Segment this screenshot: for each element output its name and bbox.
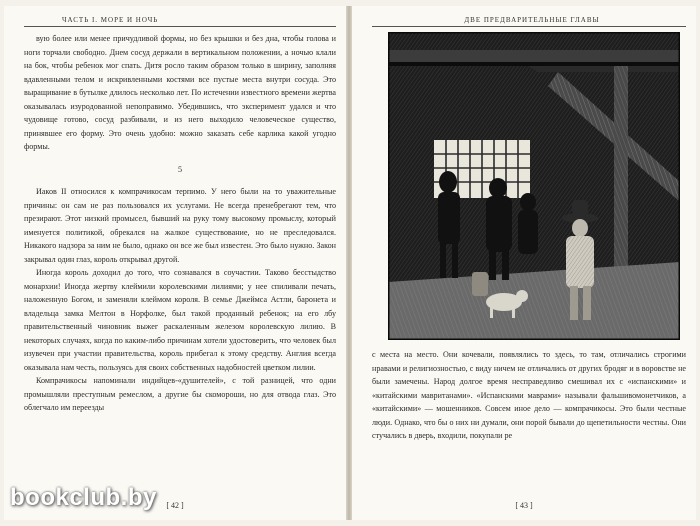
- left-paragraph-2: Иаков II относился к компрачикосам терпимо. У него были на то уважительные причины: он сам не раз пользовался их услугами. Не всегда пренебрегают тем, что презирают. Этот низкий промысел, бывший на руку тому высокому промыслу, который именуется политикой, обрекался на жалкое существование, но не преследовался. Никакого надзора за ним не было, однако он все же был известен. Это было нужно. Закон закрывал один глаз, король открывал другой.: [24, 187, 336, 264]
- header-rule-left: [24, 26, 336, 27]
- running-head-right: ДВЕ ПРЕДВАРИТЕЛЬНЫЕ ГЛАВЫ: [464, 16, 600, 24]
- running-head-left: ЧАСТЬ I. МОРЕ И НОЧЬ: [62, 16, 159, 24]
- header-rule-right: [372, 26, 686, 27]
- section-number: 5: [177, 164, 183, 174]
- left-paragraph-1: вую более или менее причудливой формы, но без крышки и без дна, чтобы голова и ноги торчали свободно. Днем сосуд держали в вертикальном положении, а ночью клали на бок, чтобы ребенок мог спать. Дитя росло таким образом только в ширину, заполняя вдавленными телом и искривленными костями все пустые места внутри сосуда. Это выращивание в бутылке длилось несколько лет. По истечении известного времени жертва оказывалась изуродованной непоправимо. Убедившись, что эксперимент удался и что чудовище готово, сосуд разбивали, и из него выходило человеческое существо, принявшее его форму. Это очень удобно: можно заказать себе карлика какой угодно формы.: [24, 34, 336, 151]
- page-number-right: [ 43 ]: [515, 501, 533, 510]
- tavern-scene-engraving: [388, 32, 680, 340]
- site-watermark: bookclub.by: [10, 484, 157, 511]
- right-page: [352, 6, 696, 520]
- left-text-block: [24, 32, 336, 415]
- page-number-left: [ 42 ]: [166, 501, 184, 510]
- engraving-illustration: [388, 32, 680, 340]
- right-text-block: [372, 348, 686, 443]
- left-page: [4, 6, 346, 520]
- left-paragraph-3: Иногда король доходил до того, что сознавался в соучастии. Таково бесстыдство монархии! Иногда жертву клеймили королевскими лилиями; у нее спиливали печать, наложенную Богом, и заменяли клеймом короля. В семье Джеймса Астли, баронета и владельца замка Мелтон в Норфолке, был такой проданный ребенок; на его лбу правительственный чиновник выжег раскаленным железом королевскую лилию. В некоторых случаях, когда по каким-либо причинам хотели удостоверить, что человек был изувечен при участии правительства, король прибегал к этому средству. Англия всегда оказывала нам честь, пользуясь для своих собственных надобностей цветком лилии.: [24, 268, 336, 372]
- right-paragraph-1: с места на место. Они кочевали, появлялись то здесь, то там, отличались строгими нравами и религиозностью, с виду ничем не отличались от других бродяг и в воровстве не были замечены. Народ долгое время несправедливо смешивал их с «испанскими» и «китайскими мавританами». «Испанскими маврами» называли фальшивомонетчиков, а «китайскими» — мошенников. Совсем иное дело — компрачикосы. Это были честные люди. Однако, что бы о них ни думали, они порой бывали до щепетильности честны. Они стучались в дверь, входили, покупали ре: [372, 350, 686, 440]
- left-paragraph-4: Компрачикосы напоминали индийцев-«душителей», с той разницей, что одни промышляли преступным ремеслом, а другие бы скомороши, но для отвода глаз. Это облегчало им переезды: [24, 376, 336, 412]
